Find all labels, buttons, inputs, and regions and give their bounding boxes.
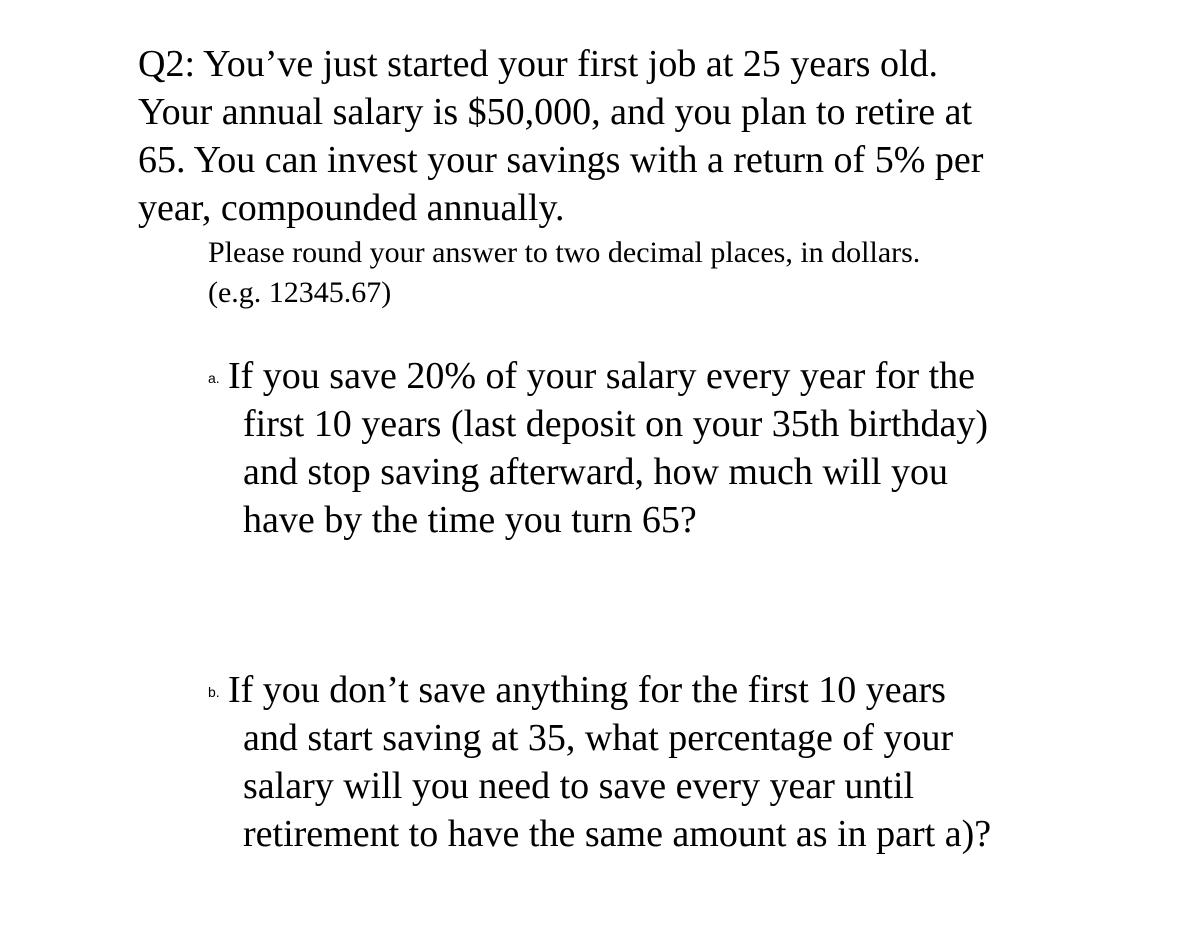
instruction-line: Please round your answer to two decimal places, in dollars. xyxy=(208,236,921,269)
part-b-line: and start saving at 35, what percentage of your xyxy=(243,717,954,759)
stem-line: 65. You can invest your savings with a return of 5% per xyxy=(138,139,984,181)
part-b-text xyxy=(228,666,991,858)
question-stem xyxy=(138,40,1078,232)
stem-line: Q2: You’ve just started your first job at 25 years old. xyxy=(138,43,939,85)
part-a-line: If you save 20% of your salary every year for the xyxy=(228,355,976,397)
part-a-line: first 10 years (last deposit on your 35th birthday) xyxy=(243,403,989,445)
part-b-line: If you don’t save anything for the first 10 years xyxy=(228,669,946,711)
part-b-line: retirement to have the same amount as in part a)? xyxy=(243,813,992,855)
part-b-marker: b. xyxy=(208,684,220,700)
part-a-text xyxy=(228,352,988,544)
part-b-line: salary will you need to save every year until xyxy=(243,765,915,807)
part-a-marker: a. xyxy=(208,370,220,386)
part-a-line: have by the time you turn 65? xyxy=(243,499,697,541)
stem-line: Your annual salary is $50,000, and you plan to retire at xyxy=(138,91,973,133)
instruction-line: (e.g. 12345.67) xyxy=(208,276,392,309)
part-a-line: and stop saving afterward, how much will you xyxy=(243,451,948,493)
stem-line: year, compounded annually. xyxy=(138,187,565,229)
rounding-instruction xyxy=(208,233,1108,313)
